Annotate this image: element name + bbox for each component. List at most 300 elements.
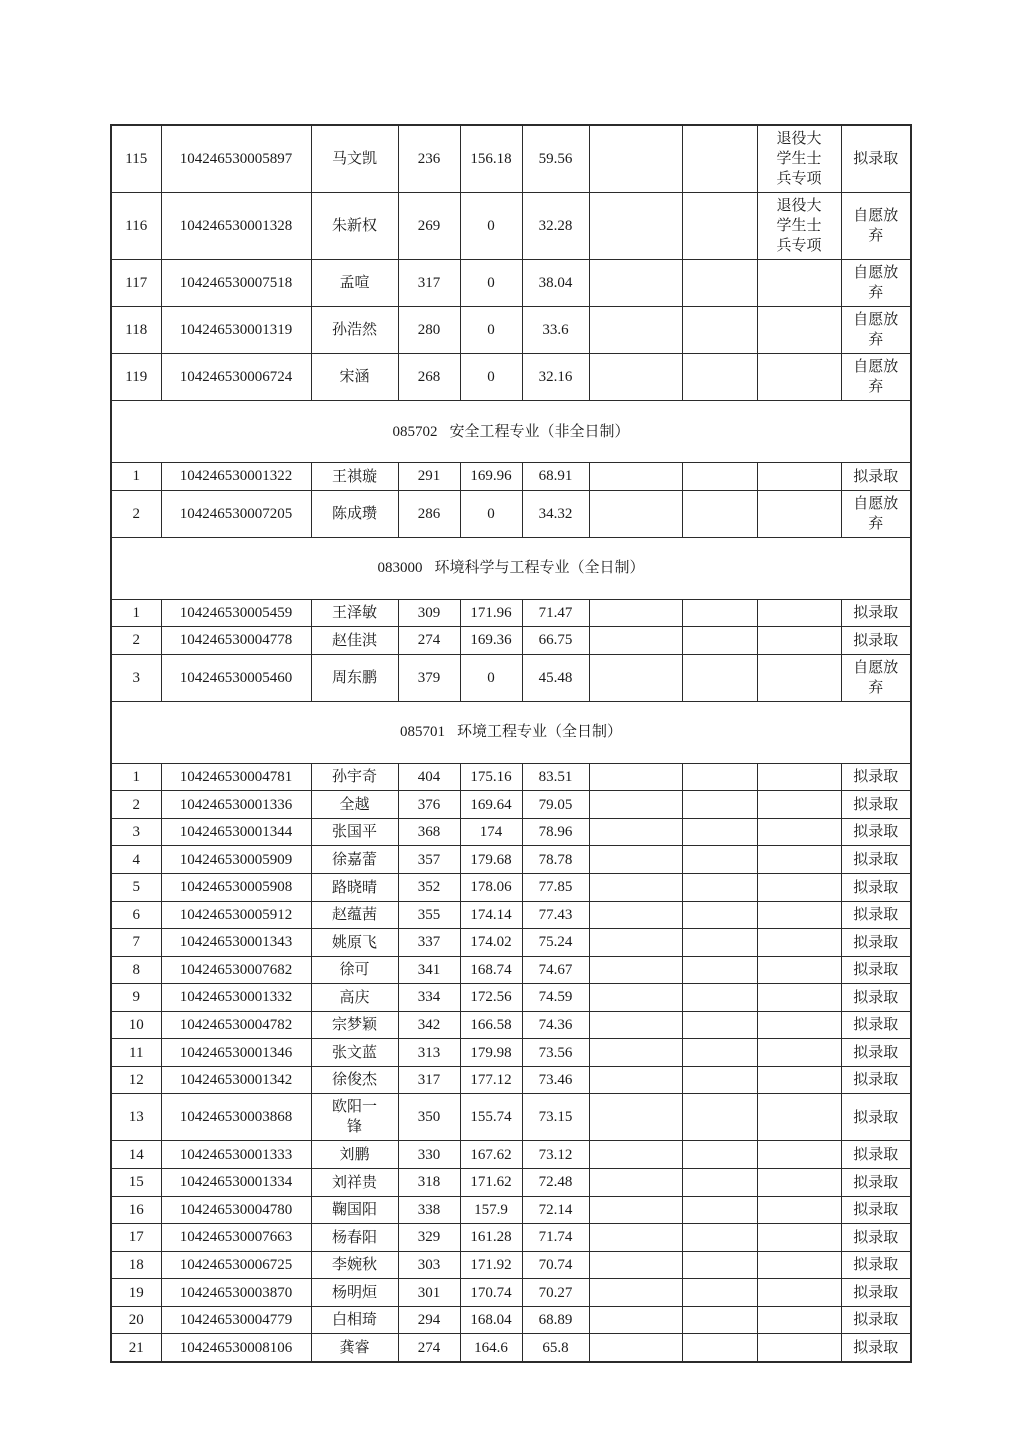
cell-status xyxy=(841,1141,911,1169)
cell-candidate-id: 104246530001343 xyxy=(161,929,311,957)
section-header-row xyxy=(111,401,911,463)
cell-empty-1 xyxy=(589,193,682,260)
cell-empty-2 xyxy=(682,193,757,260)
cell-score-2: 174.02 xyxy=(460,929,522,957)
cell-score-1: 269 xyxy=(398,193,460,260)
cell-status xyxy=(841,1066,911,1094)
cell-name xyxy=(311,1306,398,1334)
cell-name xyxy=(311,1251,398,1279)
cell-remark xyxy=(757,125,841,193)
cell-score-3: 71.47 xyxy=(522,599,589,627)
cell-empty-2 xyxy=(682,1066,757,1094)
cell-score-2: 172.56 xyxy=(460,984,522,1012)
cell-score-1: 286 xyxy=(398,490,460,537)
cell-empty-1 xyxy=(589,984,682,1012)
cell-score-3: 68.89 xyxy=(522,1306,589,1334)
cell-score-2: 178.06 xyxy=(460,873,522,901)
cell-candidate-id: 104246530005897 xyxy=(161,125,311,193)
cell-name xyxy=(311,307,398,354)
table-row xyxy=(111,1306,911,1334)
cell-candidate-id: 104246530001328 xyxy=(161,193,311,260)
cell-index: 115 xyxy=(111,125,161,193)
table-row xyxy=(111,354,911,401)
cell-empty-1 xyxy=(589,1011,682,1039)
cell-score-2: 171.96 xyxy=(460,599,522,627)
cell-score-2: 166.58 xyxy=(460,1011,522,1039)
section-title: 环境科学与工程专业（全日制） xyxy=(434,560,645,577)
table-row xyxy=(111,791,911,819)
cell-score-3: 73.12 xyxy=(522,1141,589,1169)
cell-score-1: 404 xyxy=(398,763,460,791)
cell-score-2: 169.96 xyxy=(460,463,522,491)
cell-remark xyxy=(757,818,841,846)
cell-index: 15 xyxy=(111,1169,161,1197)
cell-score-2: 164.6 xyxy=(460,1334,522,1362)
cell-score-2: 169.64 xyxy=(460,791,522,819)
table-row xyxy=(111,1066,911,1094)
cell-remark xyxy=(757,1141,841,1169)
cell-name-text: 朱新权 xyxy=(331,218,377,235)
cell-score-3: 70.27 xyxy=(522,1279,589,1307)
cell-empty-2 xyxy=(682,1094,757,1141)
cell-score-3: 45.48 xyxy=(522,654,589,701)
cell-empty-1 xyxy=(589,818,682,846)
cell-score-1: 301 xyxy=(398,1279,460,1307)
cell-score-2: 0 xyxy=(460,654,522,701)
cell-name-text: 全越 xyxy=(339,796,370,813)
cell-status-text: 拟录取 xyxy=(853,1174,899,1191)
cell-status xyxy=(841,818,911,846)
cell-status-text: 拟录取 xyxy=(853,1229,899,1246)
section-code: 085702 xyxy=(392,423,438,440)
cell-name xyxy=(311,1169,398,1197)
cell-empty-2 xyxy=(682,901,757,929)
cell-status-text: 自愿放弃 xyxy=(853,208,899,244)
table-row xyxy=(111,956,911,984)
cell-candidate-id: 104246530004782 xyxy=(161,1011,311,1039)
cell-empty-1 xyxy=(589,260,682,307)
cell-name xyxy=(311,1224,398,1252)
cell-empty-2 xyxy=(682,984,757,1012)
cell-index: 12 xyxy=(111,1066,161,1094)
cell-score-3: 33.6 xyxy=(522,307,589,354)
cell-remark xyxy=(757,627,841,655)
cell-candidate-id: 104246530004781 xyxy=(161,763,311,791)
cell-remark xyxy=(757,929,841,957)
cell-index: 4 xyxy=(111,846,161,874)
cell-name-text: 宋涵 xyxy=(339,369,370,386)
cell-score-3: 73.15 xyxy=(522,1094,589,1141)
cell-score-1: 330 xyxy=(398,1141,460,1169)
cell-name xyxy=(311,1334,398,1362)
cell-index: 117 xyxy=(111,260,161,307)
cell-index: 16 xyxy=(111,1196,161,1224)
cell-index: 21 xyxy=(111,1334,161,1362)
cell-score-1: 313 xyxy=(398,1039,460,1067)
cell-name-text: 龚睿 xyxy=(339,1339,370,1356)
cell-empty-1 xyxy=(589,307,682,354)
cell-name-text: 王泽敏 xyxy=(331,605,377,622)
cell-score-1: 268 xyxy=(398,354,460,401)
cell-score-2: 179.68 xyxy=(460,846,522,874)
table-row xyxy=(111,1196,911,1224)
table-row xyxy=(111,763,911,791)
cell-score-2: 0 xyxy=(460,490,522,537)
cell-name xyxy=(311,791,398,819)
section-header-cell xyxy=(111,701,911,763)
cell-empty-2 xyxy=(682,354,757,401)
cell-index: 10 xyxy=(111,1011,161,1039)
cell-status-text: 拟录取 xyxy=(853,1284,899,1301)
cell-status-text: 拟录取 xyxy=(853,989,899,1006)
cell-name xyxy=(311,818,398,846)
cell-score-2: 171.62 xyxy=(460,1169,522,1197)
cell-score-3: 75.24 xyxy=(522,929,589,957)
cell-remark-text: 退役大学生士兵专项 xyxy=(776,131,822,187)
cell-score-2: 157.9 xyxy=(460,1196,522,1224)
table-row xyxy=(111,599,911,627)
cell-score-1: 334 xyxy=(398,984,460,1012)
cell-candidate-id: 104246530001336 xyxy=(161,791,311,819)
cell-score-2: 174 xyxy=(460,818,522,846)
cell-status-text: 拟录取 xyxy=(853,1109,899,1126)
cell-score-2: 168.74 xyxy=(460,956,522,984)
table-row xyxy=(111,1251,911,1279)
cell-empty-2 xyxy=(682,873,757,901)
cell-score-3: 32.16 xyxy=(522,354,589,401)
cell-score-1: 236 xyxy=(398,125,460,193)
cell-status xyxy=(841,654,911,701)
table-row xyxy=(111,125,911,193)
cell-name-text: 徐可 xyxy=(339,962,370,979)
cell-name-text: 徐嘉蕾 xyxy=(331,851,377,868)
cell-empty-2 xyxy=(682,1169,757,1197)
cell-name xyxy=(311,125,398,193)
cell-status xyxy=(841,984,911,1012)
cell-score-2: 155.74 xyxy=(460,1094,522,1141)
cell-empty-1 xyxy=(589,1224,682,1252)
cell-status-text: 拟录取 xyxy=(853,151,899,168)
cell-empty-1 xyxy=(589,1334,682,1362)
cell-score-3: 74.67 xyxy=(522,956,589,984)
cell-status xyxy=(841,354,911,401)
cell-remark xyxy=(757,1039,841,1067)
cell-name-text: 王祺璇 xyxy=(331,468,377,485)
cell-score-3: 38.04 xyxy=(522,260,589,307)
table-row xyxy=(111,846,911,874)
cell-status xyxy=(841,1039,911,1067)
cell-empty-2 xyxy=(682,1039,757,1067)
cell-remark xyxy=(757,956,841,984)
cell-name-text: 姚原飞 xyxy=(331,934,377,951)
section-header-cell xyxy=(111,537,911,599)
cell-status xyxy=(841,791,911,819)
cell-empty-1 xyxy=(589,1196,682,1224)
cell-empty-2 xyxy=(682,1279,757,1307)
table-row xyxy=(111,984,911,1012)
cell-status xyxy=(841,1169,911,1197)
cell-index: 1 xyxy=(111,463,161,491)
cell-status xyxy=(841,193,911,260)
cell-score-1: 317 xyxy=(398,1066,460,1094)
cell-empty-2 xyxy=(682,599,757,627)
cell-index: 3 xyxy=(111,654,161,701)
cell-empty-2 xyxy=(682,125,757,193)
cell-remark xyxy=(757,1094,841,1141)
cell-score-2: 0 xyxy=(460,354,522,401)
cell-score-1: 303 xyxy=(398,1251,460,1279)
cell-name-text: 赵蕴茜 xyxy=(331,907,377,924)
cell-status-text: 拟录取 xyxy=(853,1312,899,1329)
cell-name xyxy=(311,193,398,260)
cell-status xyxy=(841,763,911,791)
cell-empty-2 xyxy=(682,1224,757,1252)
cell-status-text: 拟录取 xyxy=(853,1257,899,1274)
cell-score-3: 65.8 xyxy=(522,1334,589,1362)
cell-status-text: 拟录取 xyxy=(853,605,899,622)
cell-candidate-id: 104246530003868 xyxy=(161,1094,311,1141)
cell-index: 2 xyxy=(111,490,161,537)
cell-remark xyxy=(757,490,841,537)
cell-score-3: 72.48 xyxy=(522,1169,589,1197)
cell-status xyxy=(841,627,911,655)
cell-name-text: 孟喧 xyxy=(339,275,370,292)
cell-empty-2 xyxy=(682,260,757,307)
table-row xyxy=(111,929,911,957)
cell-status-text: 拟录取 xyxy=(853,1044,899,1061)
cell-name xyxy=(311,260,398,307)
cell-status xyxy=(841,901,911,929)
cell-status xyxy=(841,1094,911,1141)
section-header-row xyxy=(111,701,911,763)
cell-empty-1 xyxy=(589,1141,682,1169)
cell-status xyxy=(841,307,911,354)
table-row xyxy=(111,1279,911,1307)
cell-name xyxy=(311,1141,398,1169)
cell-empty-2 xyxy=(682,956,757,984)
cell-score-1: 337 xyxy=(398,929,460,957)
cell-score-1: 274 xyxy=(398,1334,460,1362)
cell-remark-text: 退役大学生士兵专项 xyxy=(776,198,822,254)
table-row xyxy=(111,1334,911,1362)
cell-status-text: 拟录取 xyxy=(853,907,899,924)
cell-candidate-id: 104246530001319 xyxy=(161,307,311,354)
cell-index: 7 xyxy=(111,929,161,957)
table-row xyxy=(111,193,911,260)
cell-name xyxy=(311,354,398,401)
cell-score-1: 274 xyxy=(398,627,460,655)
cell-empty-1 xyxy=(589,463,682,491)
cell-score-3: 73.56 xyxy=(522,1039,589,1067)
cell-score-2: 177.12 xyxy=(460,1066,522,1094)
cell-empty-1 xyxy=(589,763,682,791)
cell-score-3: 78.96 xyxy=(522,818,589,846)
cell-candidate-id: 104246530001344 xyxy=(161,818,311,846)
cell-score-1: 318 xyxy=(398,1169,460,1197)
table-row xyxy=(111,1011,911,1039)
cell-score-3: 34.32 xyxy=(522,490,589,537)
cell-name-text: 孙宇奇 xyxy=(331,769,377,786)
cell-status xyxy=(841,956,911,984)
cell-status-text: 拟录取 xyxy=(853,1339,899,1356)
cell-name-text: 张国平 xyxy=(331,824,377,841)
cell-empty-1 xyxy=(589,654,682,701)
cell-status-text: 拟录取 xyxy=(853,1202,899,1219)
cell-remark xyxy=(757,1066,841,1094)
cell-score-1: 357 xyxy=(398,846,460,874)
cell-score-1: 294 xyxy=(398,1306,460,1334)
cell-remark xyxy=(757,599,841,627)
table-row xyxy=(111,1039,911,1067)
cell-empty-1 xyxy=(589,1039,682,1067)
cell-empty-2 xyxy=(682,1011,757,1039)
admission-result-table xyxy=(110,124,912,1363)
cell-index: 116 xyxy=(111,193,161,260)
cell-candidate-id: 104246530003870 xyxy=(161,1279,311,1307)
cell-candidate-id: 104246530007518 xyxy=(161,260,311,307)
cell-name-text: 高庆 xyxy=(339,989,370,1006)
cell-name-text: 孙浩然 xyxy=(331,322,377,339)
cell-empty-1 xyxy=(589,1251,682,1279)
cell-score-3: 70.74 xyxy=(522,1251,589,1279)
cell-status xyxy=(841,1224,911,1252)
cell-index: 17 xyxy=(111,1224,161,1252)
cell-status-text: 拟录取 xyxy=(853,1072,899,1089)
cell-remark xyxy=(757,901,841,929)
cell-empty-2 xyxy=(682,846,757,874)
cell-score-1: 368 xyxy=(398,818,460,846)
cell-index: 19 xyxy=(111,1279,161,1307)
cell-candidate-id: 104246530001342 xyxy=(161,1066,311,1094)
cell-empty-1 xyxy=(589,1066,682,1094)
cell-score-1: 355 xyxy=(398,901,460,929)
cell-name xyxy=(311,1039,398,1067)
section-title: 环境工程专业（全日制） xyxy=(456,724,622,741)
cell-status xyxy=(841,1306,911,1334)
cell-index: 118 xyxy=(111,307,161,354)
cell-remark xyxy=(757,1334,841,1362)
cell-status-text: 拟录取 xyxy=(853,769,899,786)
cell-remark xyxy=(757,763,841,791)
cell-candidate-id: 104246530005908 xyxy=(161,873,311,901)
cell-index: 1 xyxy=(111,763,161,791)
cell-candidate-id: 104246530001332 xyxy=(161,984,311,1012)
cell-empty-1 xyxy=(589,599,682,627)
cell-empty-2 xyxy=(682,1141,757,1169)
cell-score-2: 161.28 xyxy=(460,1224,522,1252)
cell-candidate-id: 104246530001346 xyxy=(161,1039,311,1067)
cell-status-text: 自愿放弃 xyxy=(853,265,899,301)
cell-score-2: 179.98 xyxy=(460,1039,522,1067)
cell-candidate-id: 104246530005460 xyxy=(161,654,311,701)
cell-status xyxy=(841,1251,911,1279)
cell-empty-1 xyxy=(589,1279,682,1307)
cell-empty-2 xyxy=(682,1334,757,1362)
section-header-cell xyxy=(111,401,911,463)
cell-index: 1 xyxy=(111,599,161,627)
cell-empty-1 xyxy=(589,929,682,957)
cell-name xyxy=(311,1196,398,1224)
cell-name-text: 张文蓝 xyxy=(331,1044,377,1061)
cell-empty-2 xyxy=(682,791,757,819)
cell-status xyxy=(841,929,911,957)
cell-remark xyxy=(757,463,841,491)
cell-score-1: 309 xyxy=(398,599,460,627)
cell-score-3: 66.75 xyxy=(522,627,589,655)
cell-candidate-id: 104246530008106 xyxy=(161,1334,311,1362)
cell-name xyxy=(311,901,398,929)
cell-empty-2 xyxy=(682,1251,757,1279)
cell-remark xyxy=(757,1196,841,1224)
cell-name-text: 李婉秋 xyxy=(331,1257,377,1274)
cell-score-1: 317 xyxy=(398,260,460,307)
cell-name xyxy=(311,463,398,491)
cell-name-text: 周东鹏 xyxy=(331,669,377,686)
table-row xyxy=(111,307,911,354)
cell-remark xyxy=(757,1279,841,1307)
cell-name xyxy=(311,1279,398,1307)
cell-score-3: 78.78 xyxy=(522,846,589,874)
cell-status xyxy=(841,1196,911,1224)
cell-remark xyxy=(757,984,841,1012)
cell-index: 11 xyxy=(111,1039,161,1067)
cell-empty-1 xyxy=(589,125,682,193)
cell-score-3: 59.56 xyxy=(522,125,589,193)
cell-name-text: 马文凯 xyxy=(331,151,377,168)
section-code: 083000 xyxy=(377,560,423,577)
cell-status xyxy=(841,846,911,874)
table-row xyxy=(111,818,911,846)
cell-status xyxy=(841,1334,911,1362)
cell-remark xyxy=(757,791,841,819)
cell-status-text: 自愿放弃 xyxy=(853,659,899,696)
cell-score-2: 171.92 xyxy=(460,1251,522,1279)
cell-score-3: 83.51 xyxy=(522,763,589,791)
cell-name xyxy=(311,1066,398,1094)
cell-score-1: 291 xyxy=(398,463,460,491)
cell-name xyxy=(311,627,398,655)
cell-empty-2 xyxy=(682,307,757,354)
cell-status-text: 拟录取 xyxy=(853,1147,899,1163)
cell-index: 18 xyxy=(111,1251,161,1279)
cell-score-2: 167.62 xyxy=(460,1141,522,1169)
cell-status-text: 拟录取 xyxy=(853,851,899,868)
cell-status-text: 拟录取 xyxy=(853,962,899,979)
cell-score-1: 376 xyxy=(398,791,460,819)
table-row xyxy=(111,1094,911,1141)
cell-score-2: 0 xyxy=(460,307,522,354)
section-title: 安全工程专业（非全日制） xyxy=(449,423,630,440)
cell-status-text: 拟录取 xyxy=(853,468,899,485)
cell-status-text: 拟录取 xyxy=(853,1017,899,1034)
cell-index: 9 xyxy=(111,984,161,1012)
cell-name-text: 鞠国阳 xyxy=(331,1202,377,1219)
cell-status xyxy=(841,1279,911,1307)
cell-status-text: 自愿放弃 xyxy=(853,312,899,348)
cell-index: 2 xyxy=(111,791,161,819)
cell-remark xyxy=(757,260,841,307)
cell-status-text: 自愿放弃 xyxy=(853,359,899,395)
cell-score-1: 379 xyxy=(398,654,460,701)
cell-empty-2 xyxy=(682,818,757,846)
cell-name xyxy=(311,599,398,627)
table-row xyxy=(111,1141,911,1169)
cell-status-text: 拟录取 xyxy=(853,824,899,841)
section-code: 085701 xyxy=(399,724,445,741)
cell-name-text: 杨春阳 xyxy=(331,1229,377,1246)
cell-index: 6 xyxy=(111,901,161,929)
cell-empty-1 xyxy=(589,846,682,874)
